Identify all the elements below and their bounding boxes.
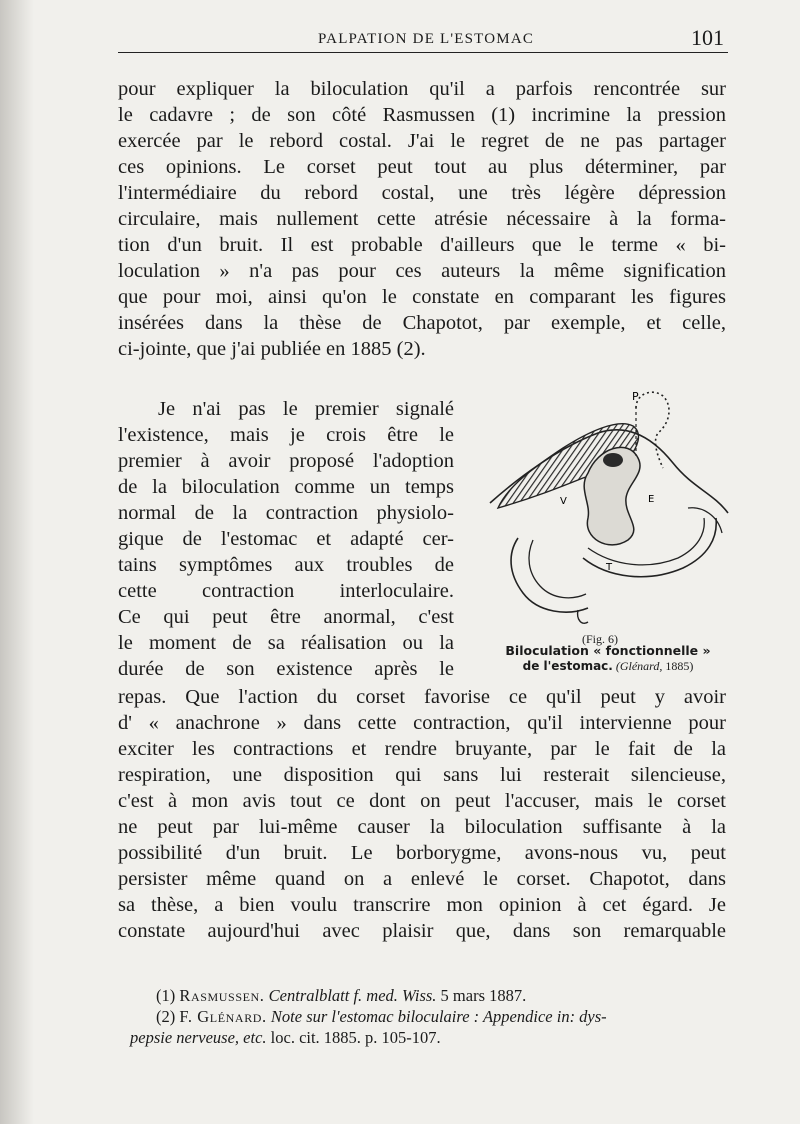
footnote-title-cont: pepsie nerveuse, etc.	[130, 1028, 267, 1047]
text-line: pour expliquer la biloculation qu'il a parfois rencontrée sur	[118, 78, 726, 100]
footnote-title: Centralblatt f. med. Wiss.	[268, 986, 437, 1005]
colon-left	[511, 538, 588, 612]
text-line: le cadavre ; de son côté Rasmussen (1) incrimine la pression	[118, 104, 726, 126]
figure-label: (Fig. 6)	[582, 632, 618, 646]
pylorus-mark	[603, 453, 623, 467]
footnote-author: F. Glénard.	[179, 1007, 267, 1026]
text-line: tion d'un bruit. Il est probable d'ailleurs que le terme « bi-	[118, 234, 726, 256]
footnote-author: Rasmussen.	[179, 986, 265, 1005]
figure-caption-year: 1885)	[665, 659, 694, 673]
figure-caption-subject: de l'estomac.	[522, 659, 613, 673]
stomach-illustration	[478, 378, 736, 634]
text-line: premier à avoir proposé l'adoption	[118, 450, 454, 472]
text-line: ces opinions. Le corset peut tout au plus déterminer, par	[118, 156, 726, 178]
footnotes	[130, 985, 730, 1048]
letter-v: V	[560, 496, 567, 507]
text-line: l'intermédiaire du rebord costal, une très légère dépression	[118, 182, 726, 204]
text-line: Je n'ai pas le premier signalé	[158, 398, 454, 420]
page-header	[118, 22, 728, 53]
text-line: circulaire, mais nullement cette atrésie nécessaire à la forma-	[118, 208, 726, 230]
text-line: de la biloculation comme un temps	[118, 476, 454, 498]
footnote-detail: loc. cit. 1885. p. 105-107.	[270, 1028, 441, 1047]
text-line: le moment de sa réalisation ou la	[118, 632, 454, 654]
text-line: exciter les contractions et rendre bruyante, par le fait de la	[118, 738, 726, 760]
text-line: insérées dans la thèse de Chapotot, par exemple, et celle,	[118, 312, 726, 334]
colon-right-bend	[688, 508, 722, 533]
text-line: c'est à mon avis tout ce dont on peut l'accuser, mais le corset	[118, 790, 726, 812]
esophagus-dotted	[636, 392, 669, 468]
text-line: possibilité d'un bruit. Le borborygme, avons-nous vu, peut	[118, 842, 726, 864]
letter-e: E	[648, 494, 655, 505]
figure-caption-title: Biloculation « fonctionnelle »	[505, 643, 711, 658]
text-line: l'existence, mais je crois être le	[118, 424, 454, 446]
footnote-detail: 5 mars 1887.	[440, 986, 527, 1005]
text-line: cette contraction interloculaire.	[118, 580, 454, 602]
figure-caption-author: (Glénard,	[615, 659, 663, 673]
footnote-number: (1)	[156, 986, 176, 1005]
page-gutter-shadow	[0, 0, 34, 1124]
text-line: ci-jointe, que j'ai publiée en 1885 (2).	[118, 338, 426, 360]
page-number: 101	[691, 25, 724, 50]
letter-t: T	[606, 562, 613, 573]
text-line: ne peut par lui-même causer la biloculation suffisante à la	[118, 816, 726, 838]
paragraph-2	[118, 396, 454, 682]
text-line: durée de son existence après le	[118, 658, 454, 680]
footnote-1	[130, 985, 730, 1006]
figure-caption-line2	[480, 659, 736, 674]
text-line: gique de l'estomac et adapté cer-	[118, 528, 454, 550]
footnote-2-continued	[130, 1027, 730, 1048]
text-line: sa thèse, a bien voulu transcrire mon opinion à cet égard. Je	[118, 894, 726, 916]
paragraph-3	[118, 684, 726, 944]
text-line: exercée par le rebord costal. J'ai le regret de ne pas partager	[118, 130, 726, 152]
text-line: normal de la contraction physiolo-	[118, 502, 454, 524]
letter-p: P	[632, 390, 639, 403]
text-line: d' « anachrone » dans cette contraction, qu'il intervienne pour	[118, 712, 726, 734]
text-line: Ce qui peut être anormal, c'est	[118, 606, 454, 628]
text-line: loculation » n'a pas pour ces auteurs la même signification	[118, 260, 726, 282]
text-line: constate aujourd'hui avec plaisir que, dans son remarquable	[118, 920, 726, 942]
text-line: que pour moi, ainsi qu'on le constate en comparant les figures	[118, 286, 726, 308]
colon-end	[578, 610, 588, 623]
text-line: repas. Que l'action du corset favorise ce qu'il peut y avoir	[118, 686, 726, 708]
stomach-figure	[478, 378, 736, 678]
colon-left-inner	[529, 540, 586, 598]
footnote-2	[130, 1006, 730, 1027]
running-head: PALPATION DE L'ESTOMAC	[318, 31, 535, 47]
text-line: persister même quand on a enlevé le corset. Chapotot, dans	[118, 868, 726, 890]
footnote-title: Note sur l'estomac biloculaire : Appendice in: dys-	[270, 1007, 607, 1026]
text-line: respiration, une disposition qui sans lui resterait silencieuse,	[118, 764, 726, 786]
text-line: tains symptômes aux troubles de	[118, 554, 454, 576]
paragraph-1	[118, 76, 726, 362]
footnote-number: (2)	[156, 1007, 176, 1026]
